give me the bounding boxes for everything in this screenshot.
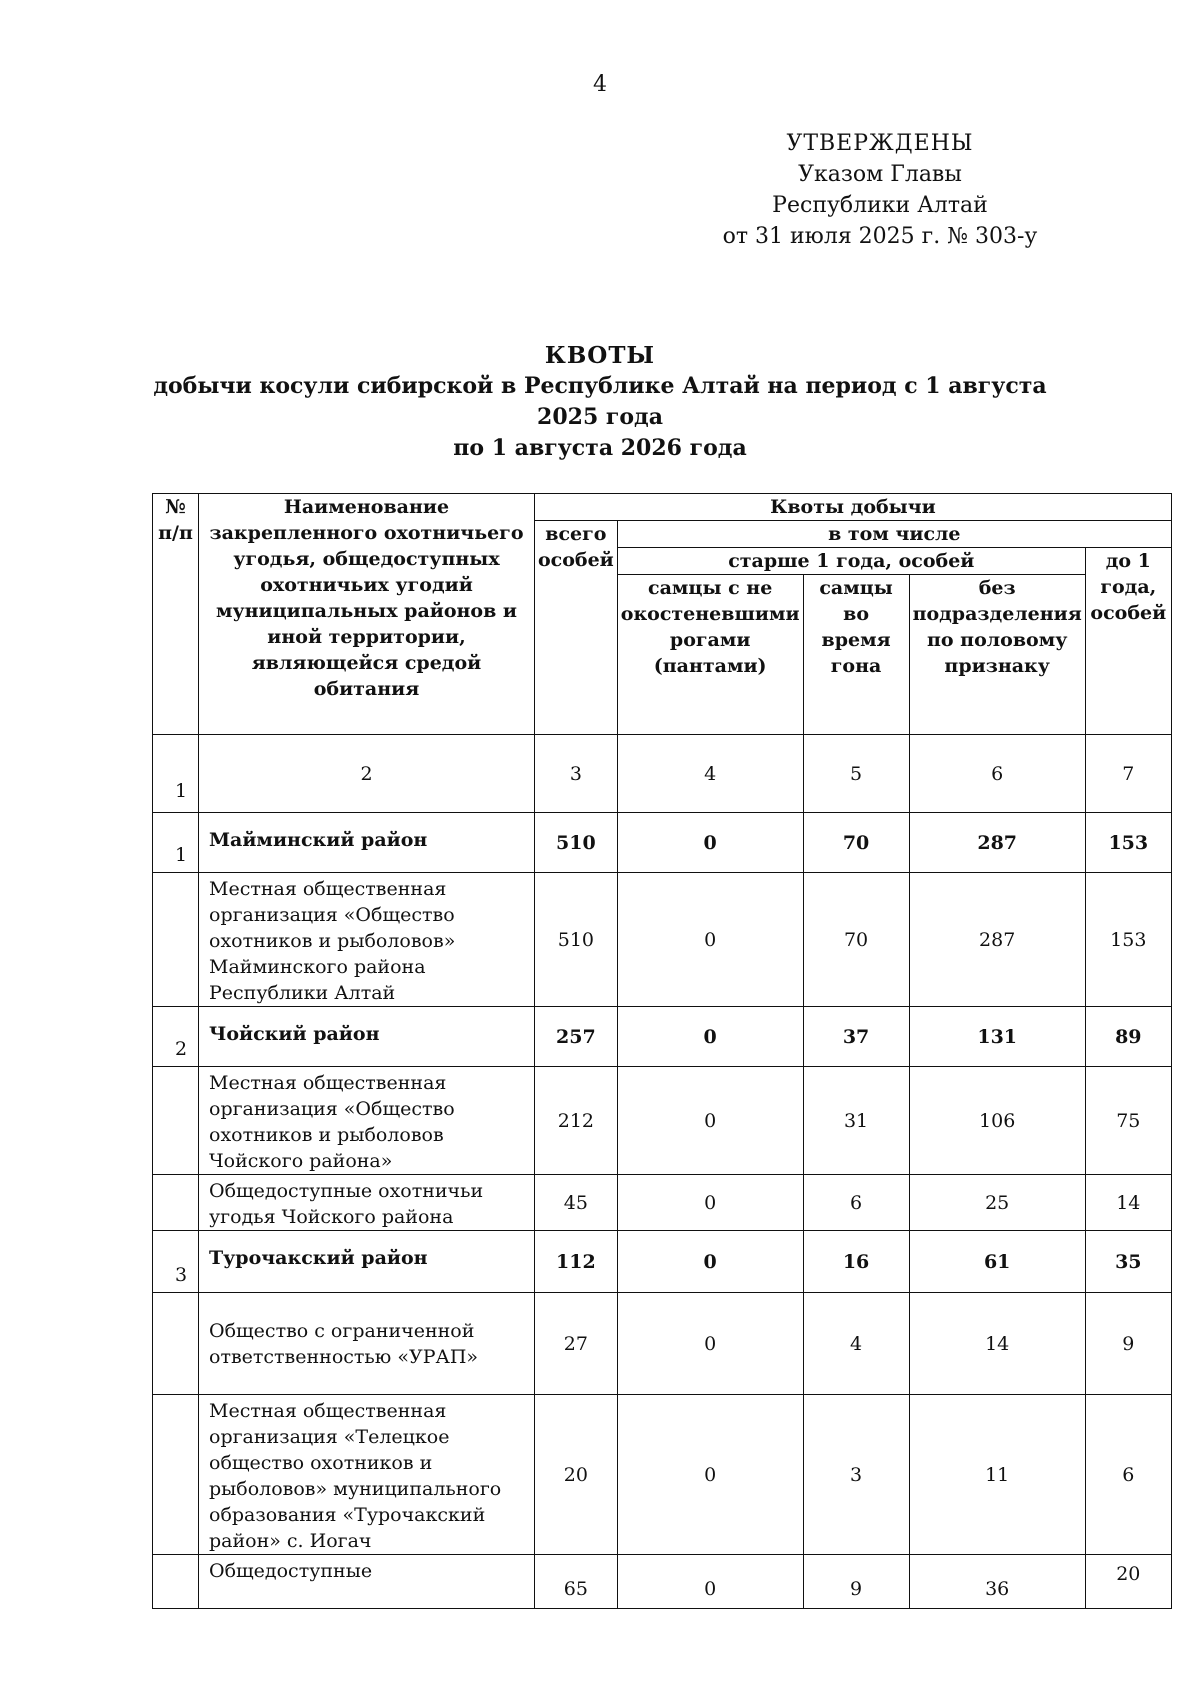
row-name: Общедоступные охотничьи угодья Чойского района bbox=[199, 1175, 535, 1231]
column-number: 6 bbox=[909, 735, 1085, 813]
cell-males-antlers: 0 bbox=[617, 1067, 803, 1175]
column-number: 5 bbox=[803, 735, 909, 813]
cell-no-sex: 25 bbox=[909, 1175, 1085, 1231]
approval-line: Указом Главы bbox=[798, 162, 962, 187]
row-number bbox=[153, 1293, 199, 1395]
row-name: Местная общественная организация «Телецкое общество охотников и рыболовов» муниципального образования «Турочакский район» с. Иогач bbox=[199, 1395, 535, 1555]
row-name: Местная общественная организация «Общество охотников и рыболовов Чойского района» bbox=[199, 1067, 535, 1175]
table-row bbox=[153, 873, 1172, 1007]
cell-under1: 153 bbox=[1085, 813, 1171, 873]
approval-heading: УТВЕРЖДЕНЫ bbox=[786, 131, 974, 156]
document-title bbox=[130, 340, 1070, 464]
row-name: Общество с ограниченной ответственностью «УРАП» bbox=[199, 1293, 535, 1395]
cell-under1: 75 bbox=[1085, 1067, 1171, 1175]
cell-total: 27 bbox=[535, 1293, 618, 1395]
cell-no-sex: 287 bbox=[909, 813, 1085, 873]
approval-date: от 31 июля 2025 г. № 303-у bbox=[722, 224, 1038, 249]
header-quotas: Квоты добычи bbox=[535, 494, 1172, 521]
cell-males-antlers: 0 bbox=[617, 1175, 803, 1231]
row-number bbox=[153, 1175, 199, 1231]
page-number: 4 bbox=[593, 72, 607, 97]
header-total: всего особей bbox=[535, 521, 618, 735]
header-num: № п/п bbox=[153, 494, 199, 735]
cell-no-sex: 131 bbox=[909, 1007, 1085, 1067]
table-row bbox=[153, 1555, 1172, 1609]
header-name: Наименование закрепленного охотничьего угодья, общедоступных охотничьих угодий муниципальных районов и иной территории, являющейся средой обитания bbox=[199, 494, 535, 735]
header-including: в том числе bbox=[617, 521, 1171, 548]
cell-no-sex: 61 bbox=[909, 1231, 1085, 1293]
row-name: Майминский район bbox=[199, 813, 535, 873]
row-number bbox=[153, 1067, 199, 1175]
approval-block bbox=[700, 128, 1060, 252]
cell-males-rut: 6 bbox=[803, 1175, 909, 1231]
table-row bbox=[153, 1007, 1172, 1067]
cell-total: 212 bbox=[535, 1067, 618, 1175]
cell-total: 45 bbox=[535, 1175, 618, 1231]
header-under1: до 1 года, особей bbox=[1085, 548, 1171, 735]
cell-males-rut: 70 bbox=[803, 873, 909, 1007]
cell-no-sex: 287 bbox=[909, 873, 1085, 1007]
cell-no-sex: 36 bbox=[909, 1555, 1085, 1609]
row-name: Чойский район bbox=[199, 1007, 535, 1067]
table-row bbox=[153, 1067, 1172, 1175]
cell-males-rut: 37 bbox=[803, 1007, 909, 1067]
cell-total: 20 bbox=[535, 1395, 618, 1555]
cell-males-rut: 70 bbox=[803, 813, 909, 873]
header-no-sex: без подразделения по половому признаку bbox=[909, 575, 1085, 735]
cell-males-rut: 16 bbox=[803, 1231, 909, 1293]
row-number bbox=[153, 1555, 199, 1609]
cell-males-rut: 31 bbox=[803, 1067, 909, 1175]
cell-males-antlers: 0 bbox=[617, 1555, 803, 1609]
cell-total: 112 bbox=[535, 1231, 618, 1293]
cell-total: 510 bbox=[535, 813, 618, 873]
cell-males-antlers: 0 bbox=[617, 1231, 803, 1293]
quota-table bbox=[152, 493, 1172, 1609]
row-name: Турочакский район bbox=[199, 1231, 535, 1293]
cell-total: 65 bbox=[535, 1555, 618, 1609]
cell-under1: 6 bbox=[1085, 1395, 1171, 1555]
cell-males-antlers: 0 bbox=[617, 1293, 803, 1395]
title-heading: КВОТЫ bbox=[544, 342, 656, 369]
cell-males-rut: 9 bbox=[803, 1555, 909, 1609]
table-row bbox=[153, 1231, 1172, 1293]
cell-total: 510 bbox=[535, 873, 618, 1007]
row-number: 2 bbox=[153, 1007, 199, 1067]
title-line: добычи косули сибирской в Республике Алтай на период с 1 августа 2025 года bbox=[153, 373, 1047, 430]
cell-no-sex: 106 bbox=[909, 1067, 1085, 1175]
cell-total: 257 bbox=[535, 1007, 618, 1067]
cell-males-antlers: 0 bbox=[617, 813, 803, 873]
cell-males-rut: 4 bbox=[803, 1293, 909, 1395]
row-name: Местная общественная организация «Общество охотников и рыболовов» Майминского района Республики Алтай bbox=[199, 873, 535, 1007]
column-number: 1 bbox=[153, 735, 199, 813]
cell-males-antlers: 0 bbox=[617, 1007, 803, 1067]
cell-under1: 9 bbox=[1085, 1293, 1171, 1395]
header-over1: старше 1 года, особей bbox=[617, 548, 1085, 575]
row-number bbox=[153, 873, 199, 1007]
header-males-rut: самцы во время гона bbox=[803, 575, 909, 735]
cell-under1: 153 bbox=[1085, 873, 1171, 1007]
cell-no-sex: 11 bbox=[909, 1395, 1085, 1555]
header-males-antlers: самцы с не окостеневшими рогами (пантами) bbox=[617, 575, 803, 735]
table-row bbox=[153, 1395, 1172, 1555]
cell-no-sex: 14 bbox=[909, 1293, 1085, 1395]
column-number: 3 bbox=[535, 735, 618, 813]
cell-under1: 35 bbox=[1085, 1231, 1171, 1293]
column-number: 2 bbox=[199, 735, 535, 813]
row-number: 3 bbox=[153, 1231, 199, 1293]
cell-under1: 14 bbox=[1085, 1175, 1171, 1231]
cell-males-antlers: 0 bbox=[617, 873, 803, 1007]
approval-line: Республики Алтай bbox=[772, 193, 988, 218]
row-number: 1 bbox=[153, 813, 199, 873]
table-row bbox=[153, 813, 1172, 873]
cell-males-rut: 3 bbox=[803, 1395, 909, 1555]
row-number bbox=[153, 1395, 199, 1555]
row-name: Общедоступные bbox=[199, 1555, 535, 1609]
table-row bbox=[153, 1175, 1172, 1231]
cell-under1: 20 bbox=[1085, 1555, 1171, 1609]
column-number: 7 bbox=[1085, 735, 1171, 813]
cell-males-antlers: 0 bbox=[617, 1395, 803, 1555]
table-row bbox=[153, 1293, 1172, 1395]
cell-under1: 89 bbox=[1085, 1007, 1171, 1067]
column-number: 4 bbox=[617, 735, 803, 813]
title-line: по 1 августа 2026 года bbox=[453, 435, 747, 461]
column-numbers-row bbox=[153, 735, 1172, 813]
